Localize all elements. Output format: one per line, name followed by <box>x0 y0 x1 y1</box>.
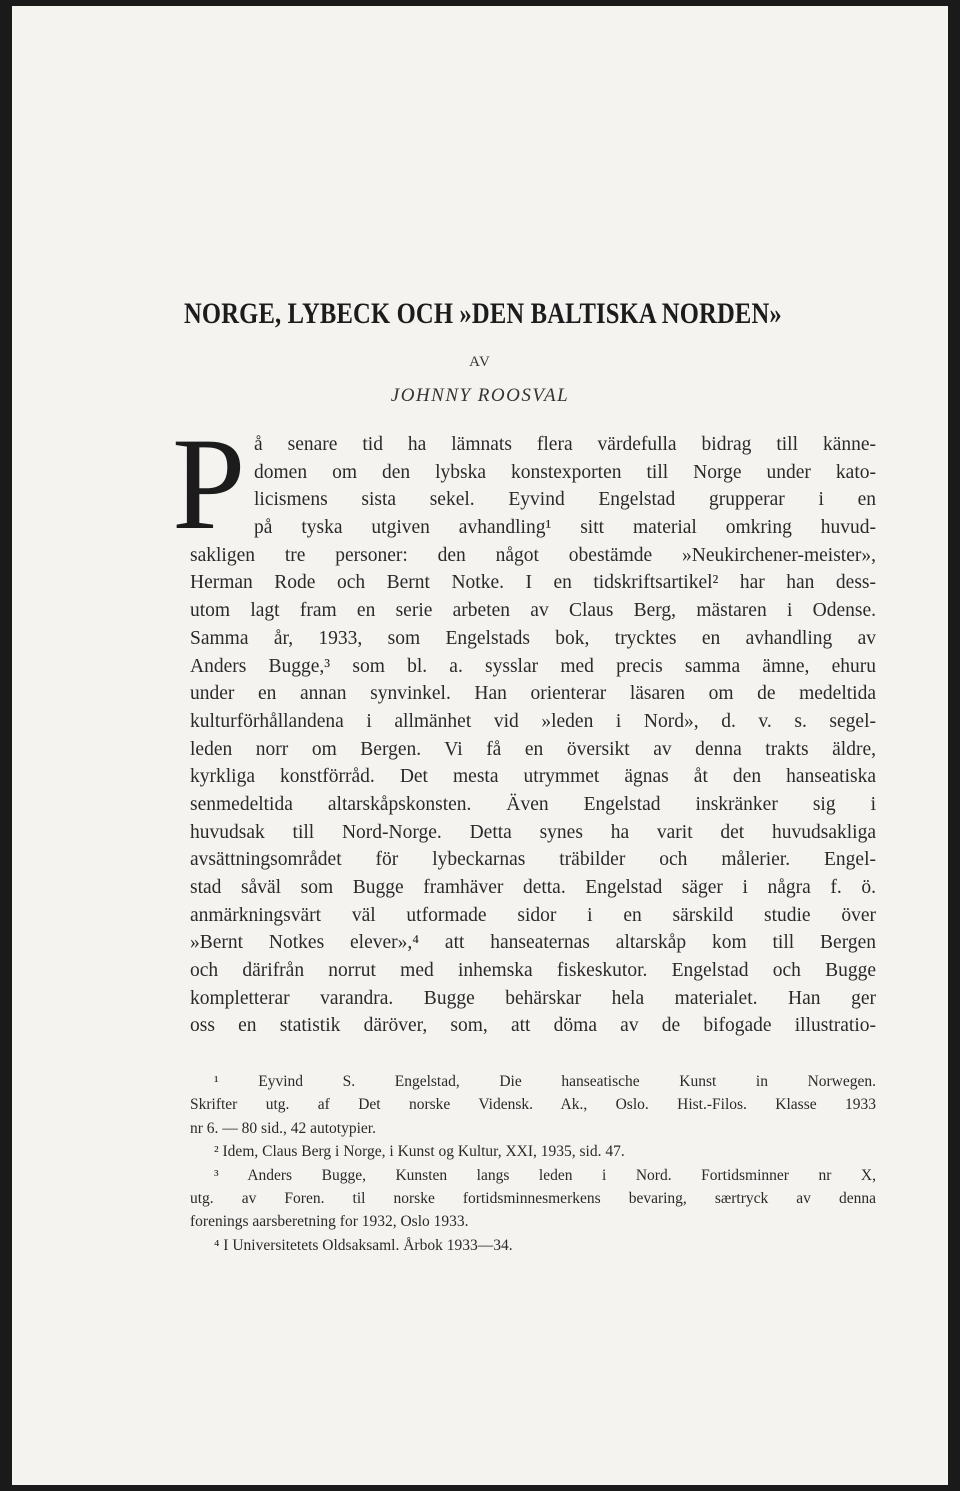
byline-av: AV <box>469 354 491 370</box>
body-line: å senare tid ha lämnats flera värdefulla bidrag till känne- <box>254 434 876 455</box>
body-line: utom lagt fram en serie arbeten av Claus Berg, mästaren i Odense. <box>190 600 876 622</box>
drop-cap: P <box>172 410 246 557</box>
footnote-line: ¹ Eyvind S. Engelstad, Die hanseatische Kunst in Norwegen. <box>214 1073 876 1090</box>
body-line: kyrkliga konstförråd. Det mesta utrymmet ägnas åt den hanseatiska <box>190 766 876 788</box>
page-title: NORGE, LYBECK OCH »DEN BALTISKA NORDEN» <box>184 297 782 330</box>
body-line: stad såväl som Bugge framhäver detta. Engelstad säger i några f. ö. <box>190 877 876 898</box>
body-line: domen om den lybska konstexporten till Norge under kato- <box>254 461 876 483</box>
footnote-line: utg. av Foren. til norske fortidsminnesmerkens bevaring, særtryck av denna <box>190 1189 876 1207</box>
body-line: under en annan synvinkel. Han orienterar läsaren om de medeltida <box>190 683 876 705</box>
body-line: anmärkningsvärt väl utformade sidor i en särskild studie över <box>190 904 876 926</box>
body-line: senmedeltida altarskåpskonsten. Även Engelstad inskränker sig i <box>190 793 876 815</box>
footnote-line: ³ Anders Bugge, Kunsten langs leden i Nord. Fortidsminner nr X, <box>214 1166 876 1184</box>
footnote-line: Skrifter utg. af Det norske Vidensk. Ak., Oslo. Hist.-Filos. Klasse 1933 <box>190 1096 876 1114</box>
body-text <box>190 431 876 1040</box>
document-page <box>12 6 948 1485</box>
footnotes <box>190 1070 876 1257</box>
body-line: kulturförhållandena i allmänhet vid »leden i Nord», d. v. s. segel- <box>190 710 876 732</box>
body-line: Samma år, 1933, som Engelstads bok, trycktes en avhandling av <box>190 627 876 649</box>
footnote-line: forenings aarsberetning for 1932, Oslo 1933. <box>190 1213 469 1231</box>
footnote-line: nr 6. — 80 sid., 42 autotypier. <box>190 1119 376 1137</box>
footnote-line: ² Idem, Claus Berg i Norge, i Kunst og Kultur, XXI, 1935, sid. 47. <box>214 1143 625 1161</box>
body-line: avsättningsområdet för lybeckarnas träbilder och målerier. Engel- <box>190 849 876 871</box>
body-line: Herman Rode och Bernt Notke. I en tidskriftsartikel² har han dess- <box>190 572 876 594</box>
body-line: kompletterar varandra. Bugge behärskar hela materialet. Han ger <box>190 987 876 1009</box>
footnote-divider <box>190 1060 876 1061</box>
body-line: Anders Bugge,³ som bl. a. sysslar med precis samma ämne, ehuru <box>190 655 876 677</box>
body-line: sakligen tre personer: den något obestämde »Neukirchener-meister», <box>190 544 876 566</box>
body-line: huvudsak till Nord-Norge. Detta synes ha varit det huvudsakliga <box>190 821 876 843</box>
body-line: på tyska utgiven avhandling¹ sitt material omkring huvud- <box>254 517 876 539</box>
body-line: »Bernt Notkes elever»,⁴ att hanseaternas altarskåp kom till Bergen <box>190 932 876 954</box>
body-line: licismens sista sekel. Eyvind Engelstad grupperar i en <box>254 489 876 511</box>
footnote-line: ⁴ I Universitetets Oldsaksaml. Årbok 1933—34. <box>214 1236 513 1254</box>
body-line: och därifrån norrut med inhemska fiskeskutor. Engelstad och Bugge <box>190 960 876 982</box>
body-line: leden norr om Bergen. Vi få en översikt av denna trakts äldre, <box>190 738 876 760</box>
author-name: JOHNNY ROOSVAL <box>390 385 570 406</box>
body-line: oss en statistik däröver, som, att döma av de bifogade illustratio- <box>190 1015 876 1037</box>
